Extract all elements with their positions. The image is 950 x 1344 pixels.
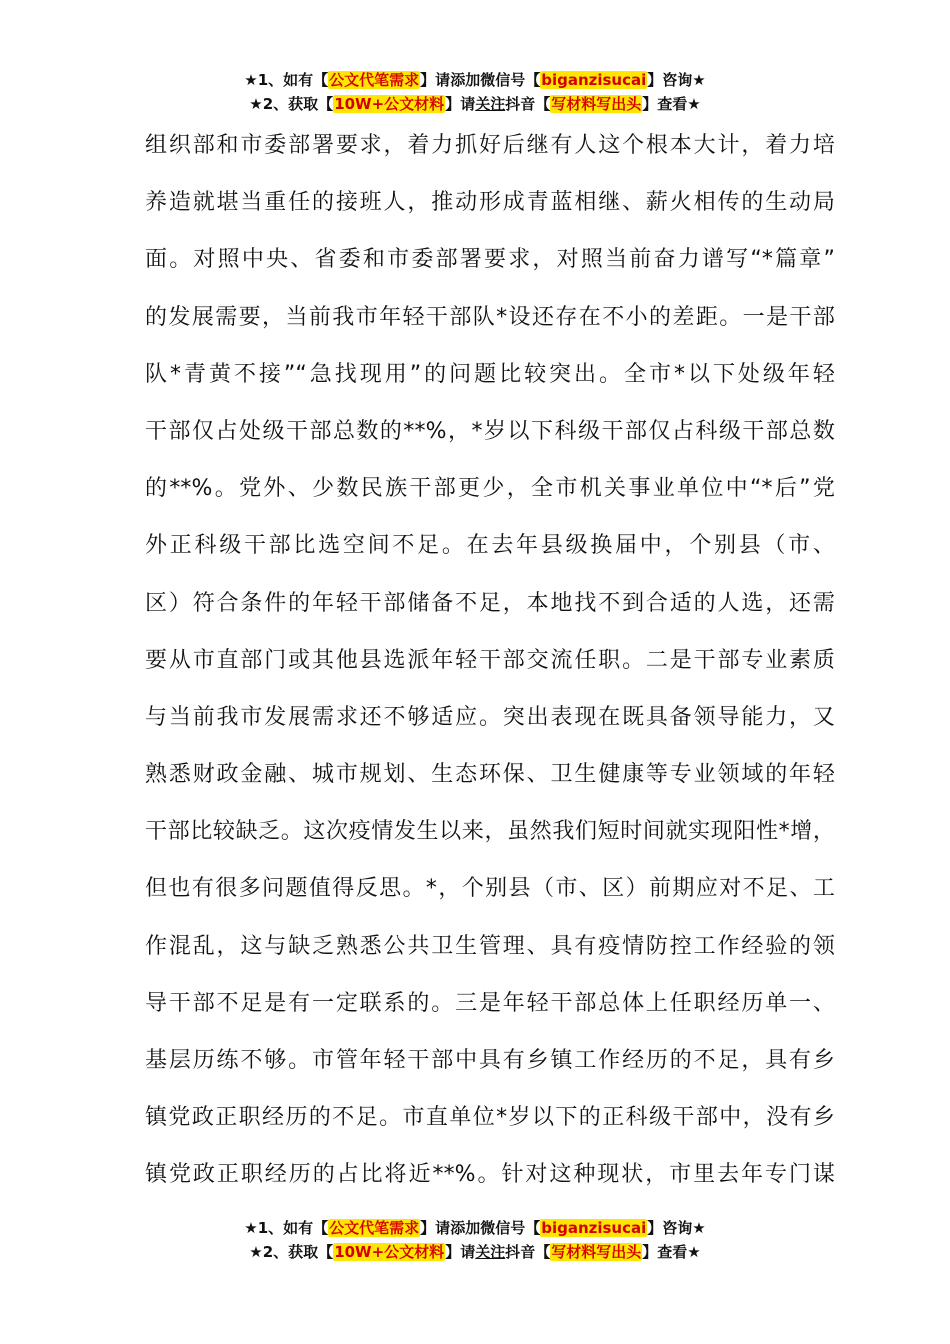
body-line: 干部仅占处级干部总数的**%，*岁以下科级干部仅占科级干部总数 — [145, 418, 835, 444]
footer-banner — [0, 1216, 950, 1264]
body-line: 但也有很多问题值得反思。*，个别县（市、区）前期应对不足、工 — [145, 876, 835, 902]
body-line: 干部比较缺乏。这次疫情发生以来，虽然我们短时间就实现阳性*增， — [145, 819, 835, 845]
materials-tag: 10W+公文材料 — [334, 1243, 445, 1261]
ghostwriting-tag: 公文代笔需求 — [329, 71, 420, 89]
body-line: 养造就堪当重任的接班人，推动形成青蓝相继、薪火相传的生动局 — [145, 190, 835, 216]
body-line: 熟悉财政金融、城市规划、生态环保、卫生健康等专业领域的年轻 — [145, 762, 835, 788]
body-line: 队*青黄不接”“急找现用”的问题比较突出。全市*以下处级年轻 — [145, 361, 835, 387]
body-line: 外正科级干部比选空间不足。在去年县级换届中，个别县（市、 — [145, 533, 835, 559]
header-banner-line-2: ★2、获取【10W+公文材料】请关注抖音【写材料写出头】查看★ — [249, 95, 701, 113]
body-line: 导干部不足是有一定联系的。三是年轻干部总体上任职经历单一、 — [145, 990, 835, 1016]
body-line: 的发展需要，当前我市年轻干部队*设还存在不小的差距。一是干部 — [145, 304, 835, 330]
body-line: 组织部和市委部署要求，着力抓好后继有人这个根本大计，着力培 — [145, 133, 835, 158]
douyin-account-tag: 写材料写出头 — [551, 1243, 642, 1261]
body-line: 镇党政正职经历的不足。市直单位*岁以下的正科级干部中，没有乡 — [145, 1105, 835, 1131]
body-line: 区）符合条件的年轻干部储备不足，本地找不到合适的人选，还需 — [145, 590, 835, 616]
body-line: 作混乱，这与缺乏熟悉公共卫生管理、具有疫情防控工作经验的领 — [145, 933, 835, 959]
footer-banner-line-1: ★1、如有【公文代笔需求】请添加微信号【biganzisucai】咨询★ — [244, 1219, 706, 1237]
header-banner-line-1: ★1、如有【公文代笔需求】请添加微信号【biganzisucai】咨询★ — [244, 71, 706, 89]
douyin-account-tag: 写材料写出头 — [551, 95, 642, 113]
body-line: 镇党政正职经历的占比将近**%。针对这种现状，市里去年专门谋 — [145, 1162, 835, 1188]
ghostwriting-tag: 公文代笔需求 — [329, 1219, 420, 1237]
document-body — [145, 117, 835, 1204]
header-banner — [0, 68, 950, 116]
body-line: 与当前我市发展需求还不够适应。突出表现在既具备领导能力，又 — [145, 704, 835, 730]
materials-tag: 10W+公文材料 — [334, 95, 445, 113]
body-line: 面。对照中央、省委和市委部署要求，对照当前奋力谱写“*篇章” — [145, 247, 835, 273]
wechat-id-tag: biganzisucai — [541, 1219, 647, 1237]
body-line: 基层历练不够。市管年轻干部中具有乡镇工作经历的不足，具有乡 — [145, 1048, 835, 1073]
body-line: 的**%。党外、少数民族干部更少，全市机关事业单位中“*后”党 — [145, 476, 835, 502]
wechat-id-tag: biganzisucai — [541, 71, 647, 89]
footer-banner-line-2: ★2、获取【10W+公文材料】请关注抖音【写材料写出头】查看★ — [249, 1243, 701, 1261]
body-line: 要从市直部门或其他县选派年轻干部交流任职。二是干部专业素质 — [145, 647, 835, 673]
